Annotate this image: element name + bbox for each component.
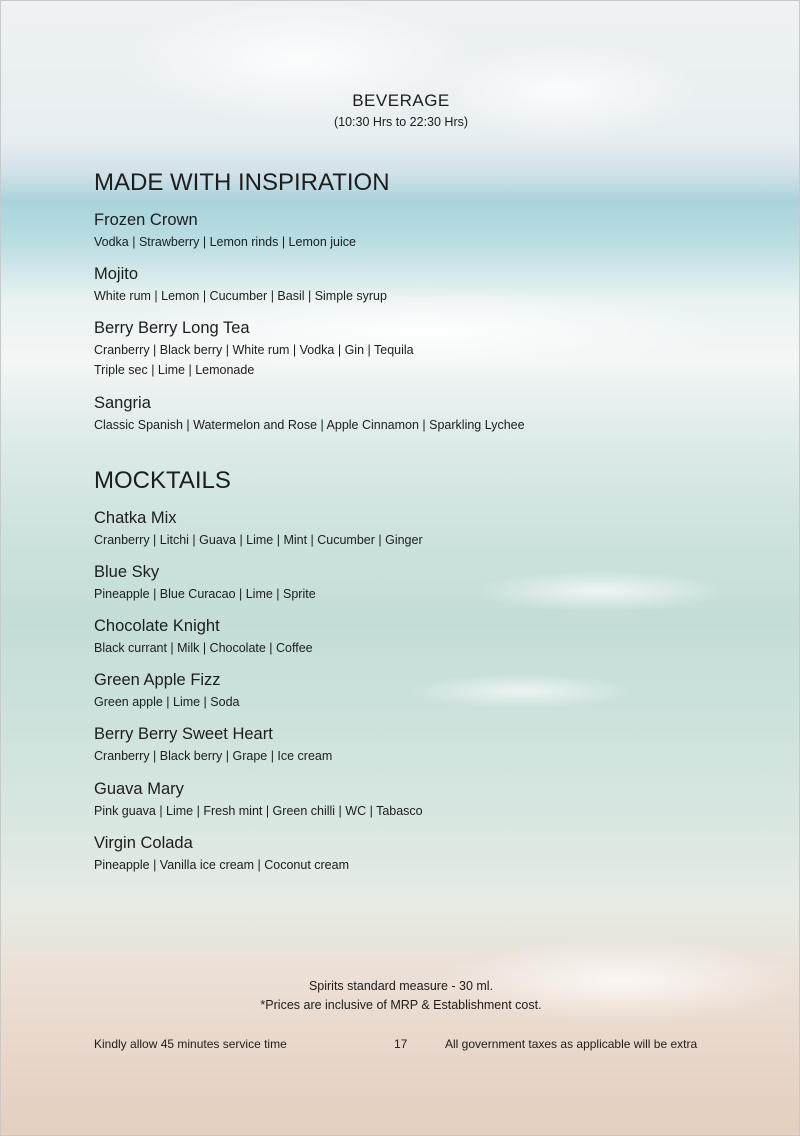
menu-item-berry-berry-sweet-heart [94,723,734,766]
item-ingredients: Black currant | Milk | Chocolate | Coffee [94,641,313,655]
item-ingredients: Cranberry | Litchi | Guava | Lime | Mint | Cucumber | Ginger [94,533,423,547]
item-ingredients: White rum | Lemon | Cucumber | Basil | Simple syrup [94,289,387,303]
service-hours: (10:30 Hrs to 22:30 Hrs) [333,115,469,129]
item-name: Sangria [94,394,151,412]
measure-note: Spirits standard measure - 30 ml. [308,979,494,993]
item-ingredients: Pink guava | Lime | Fresh mint | Green chilli | WC | Tabasco [94,804,423,818]
item-name: Berry Berry Sweet Heart [94,725,273,743]
menu-item-blue-sky [94,561,734,604]
menu-item-mojito [94,263,734,306]
item-name: Berry Berry Long Tea [94,319,250,337]
menu-item-guava-mary [94,778,734,821]
item-name: Virgin Colada [94,834,193,852]
item-name: Chocolate Knight [94,617,220,635]
item-name: Guava Mary [94,780,184,798]
page-title: BEVERAGE [352,91,450,110]
item-ingredients: Classic Spanish | Watermelon and Rose | Apple Cinnamon | Sparkling Lychee [94,418,525,432]
item-ingredients: Cranberry | Black berry | Grape | Ice cream [94,749,333,763]
menu-item-berry-berry-long-tea [94,317,734,380]
item-name: Green Apple Fizz [94,671,221,689]
page-number: 17 [394,1037,408,1051]
item-name: Frozen Crown [94,211,198,229]
menu-item-virgin-colada [94,832,734,875]
item-name: Blue Sky [94,563,160,581]
prices-note: *Prices are inclusive of MRP & Establishment cost. [260,998,542,1012]
item-ingredients: Pineapple | Vanilla ice cream | Coconut cream [94,858,349,872]
menu-item-green-apple-fizz [94,669,734,712]
menu-item-chatka-mix [94,507,734,550]
section-title-made-with-inspiration: MADE WITH INSPIRATION [94,169,390,196]
item-name: Chatka Mix [94,509,177,527]
taxes-note: All government taxes as applicable will be extra [445,1037,698,1051]
item-ingredients: Cranberry | Black berry | White rum | Vodka | Gin | Tequila [94,343,414,357]
menu-item-sangria [94,392,734,435]
menu-item-frozen-crown [94,209,734,252]
section-title-mocktails: MOCKTAILS [94,467,231,494]
menu-item-chocolate-knight [94,615,734,658]
item-ingredients: Green apple | Lime | Soda [94,695,240,709]
item-ingredients-continued: Triple sec | Lime | Lemonade [94,363,255,377]
item-name: Mojito [94,265,139,283]
item-ingredients: Pineapple | Blue Curacao | Lime | Sprite [94,587,316,601]
service-time-note: Kindly allow 45 minutes service time [94,1037,287,1051]
item-ingredients: Vodka | Strawberry | Lemon rinds | Lemon juice [94,235,356,249]
